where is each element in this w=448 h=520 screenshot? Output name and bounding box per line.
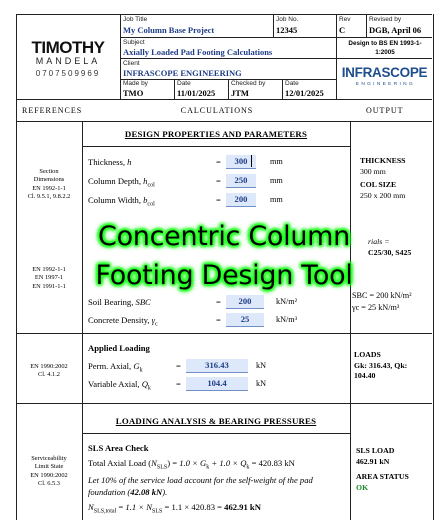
thickness-input[interactable]: 300 bbox=[226, 155, 256, 169]
concrete-density-input[interactable]: 25 bbox=[226, 313, 264, 327]
perm-axial-label: Perm. Axial, $G_k$ bbox=[88, 361, 143, 374]
applied-loading-title: Applied Loading bbox=[88, 343, 150, 353]
loading-ref: EN 1990:2002 Cl. 4.1.2 bbox=[30, 363, 68, 379]
section-dimensions-ref: Section Dimensions EN 1992-1-1 Cl. 9.5.1, 9.8.2.2 bbox=[27, 168, 71, 200]
perm-axial-input[interactable]: 316.43 bbox=[186, 359, 248, 373]
checked-by-label: Checked by bbox=[231, 80, 266, 87]
made-by-value[interactable]: TMO bbox=[123, 88, 144, 98]
variable-axial-unit: kN bbox=[256, 379, 267, 388]
subject-label: Subject bbox=[123, 39, 145, 46]
materials-ref: EN 1992-1-1 EN 1997-1 EN 1991-1-1 bbox=[32, 266, 66, 290]
thickness-unit: mm bbox=[270, 157, 283, 166]
overlay-title-line2: Footing Design Tool bbox=[95, 260, 353, 291]
soil-bearing-unit: kN/m² bbox=[276, 297, 298, 306]
revised-value[interactable]: DGB, April 06 bbox=[369, 25, 422, 35]
thickness-label: Thickness, h bbox=[88, 157, 132, 167]
column-width-input[interactable]: 200 bbox=[226, 193, 256, 207]
loading-analysis-title: LOADING ANALYSIS & BEARING PRESSURES bbox=[115, 416, 317, 426]
column-depth-unit: mm bbox=[270, 176, 283, 185]
concrete-density-unit: kN/m³ bbox=[276, 315, 298, 324]
concrete-density-label: Concrete Density, $\gamma_c$ bbox=[88, 315, 158, 328]
sls-ref: Serviceability Limit State EN 1990:2002 Cl. 6.5.3 bbox=[30, 455, 68, 487]
column-depth-label: Column Depth, $h_{col}$ bbox=[88, 176, 155, 189]
job-no-value[interactable]: 12345 bbox=[276, 25, 298, 35]
materials-output-partial: rials = C25/30, S425 bbox=[368, 237, 412, 257]
date-checked-value[interactable]: 12/01/2025 bbox=[285, 88, 324, 98]
sls-area-check-title: SLS Area Check bbox=[88, 443, 149, 453]
job-no-label: Job No. bbox=[276, 16, 299, 23]
date-made-value[interactable]: 11/01/2025 bbox=[177, 88, 216, 98]
dimensions-output: THICKNESS 300 mm COL SIZE 250 x 200 mm bbox=[360, 156, 406, 200]
client-value[interactable]: INFRASCOPE ENGINEERING bbox=[123, 68, 242, 78]
variable-axial-equals: = bbox=[176, 379, 181, 389]
soil-bearing-equals: = bbox=[216, 297, 221, 307]
calculations-heading: CALCULATIONS bbox=[180, 106, 254, 115]
job-title-label: Job Title bbox=[123, 16, 148, 23]
brand-name: TIMOTHY bbox=[31, 38, 105, 57]
brand-phone: 0707509969 bbox=[35, 69, 101, 78]
overlay-title-line1: Concentric Column bbox=[98, 221, 350, 252]
soil-bearing-label: Soil Bearing, SBC bbox=[88, 297, 151, 307]
sls-total-line: $N_{SLS,total} = 1.1 \times N_{SLS} = 1.1 \times 420.83 = 462.91$ kN bbox=[88, 502, 261, 515]
perm-axial-equals: = bbox=[176, 361, 181, 371]
variable-axial-input[interactable]: 104.4 bbox=[186, 377, 248, 391]
concrete-density-equals: = bbox=[216, 315, 221, 325]
soil-bearing-input[interactable]: 200 bbox=[226, 295, 264, 309]
brand-subname: MANDELA bbox=[35, 56, 101, 66]
subject-value[interactable]: Axially Loaded Pad Footing Calculations bbox=[123, 47, 273, 57]
output-heading: OUTPUT bbox=[366, 106, 404, 115]
thickness-equals: = bbox=[216, 157, 221, 167]
area-status-ok: OK bbox=[356, 482, 369, 492]
rev-label: Rev bbox=[339, 16, 351, 23]
checked-by-value[interactable]: JTM bbox=[231, 88, 249, 98]
column-depth-equals: = bbox=[216, 176, 221, 186]
made-by-label: Made by bbox=[123, 80, 148, 87]
loads-output: LOADS Gk: 316.43, Qk: 104.40 bbox=[354, 350, 408, 381]
column-width-equals: = bbox=[216, 195, 221, 205]
self-weight-note: Let 10% of the service load account for the self-weight of the pad foundation (42.08 kN). bbox=[88, 475, 313, 497]
date-made-label: Date bbox=[177, 80, 191, 87]
soil-density-output: SBC = 200 kN/m² γc = 25 kN/m³ bbox=[352, 291, 412, 313]
infrascope-logo: INFRASCOPE bbox=[341, 65, 428, 80]
variable-axial-label: Variable Axial, $Q_k$ bbox=[88, 379, 151, 392]
design-to-label: Design to BS EN 1993-1-1:2005 bbox=[348, 40, 422, 56]
design-properties-title: DESIGN PROPERTIES AND PARAMETERS bbox=[124, 129, 308, 139]
infrascope-logo-sub: E N G I N E E R I N G bbox=[355, 82, 414, 87]
total-axial-load-line: Total Axial Load $(N_{SLS}) = 1.0 \times G_k + 1.0 \times Q_k = 420.83$ kN bbox=[88, 458, 295, 471]
references-heading: REFERENCES bbox=[22, 106, 83, 115]
client-label: Client bbox=[123, 60, 140, 67]
revised-label: Revised by bbox=[369, 16, 402, 23]
rev-value[interactable]: C bbox=[339, 25, 346, 35]
text-cursor bbox=[251, 155, 252, 167]
job-title-value[interactable]: My Column Base Project bbox=[123, 25, 215, 35]
column-width-unit: mm bbox=[270, 195, 283, 204]
column-width-label: Column Width, $b_{col}$ bbox=[88, 195, 155, 208]
date-checked-label: Date bbox=[285, 80, 299, 87]
column-depth-input[interactable]: 250 bbox=[226, 174, 256, 188]
sls-output: SLS LOAD 462.91 kN AREA STATUS OK bbox=[356, 446, 409, 492]
perm-axial-unit: kN bbox=[256, 361, 267, 370]
